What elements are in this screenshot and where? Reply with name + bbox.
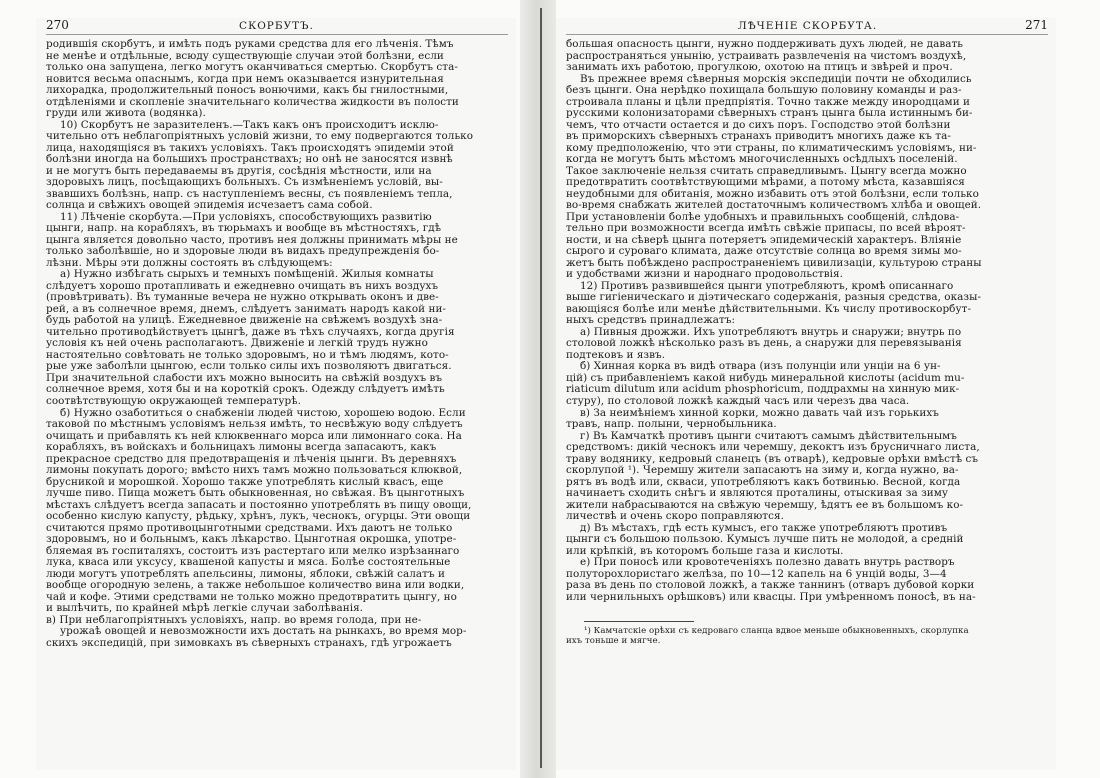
text-line: цынги съ большою пользою. Кумысъ лучше пить не молодой, а средній	[566, 534, 964, 546]
text-line: таковой по мѣстнымъ условіямъ нельзя имѣть, то несвѣжую воду слѣдуетъ	[46, 419, 463, 431]
text-line: слѣдуетъ хорошо протапливать и ежедневно очищать въ нихъ воздухъ	[46, 280, 439, 292]
text-line: солнечное время, хотя бы и на короткій срокъ. Одежду слѣдуетъ имѣть	[46, 384, 445, 396]
text-line: стуру), по столовой ложкѣ каждый часъ или черезъ два часа.	[566, 395, 910, 407]
text-line: соотвѣтствующую окружающей температурѣ.	[46, 395, 301, 407]
text-line: в) При неблагопріятныхъ условіяхъ, напр. во время голода, при не-	[46, 614, 422, 626]
text-line: вообще огородную зелень, а также небольшое количество вина или водки,	[46, 580, 465, 592]
text-line: riaticum dilutum или acidum phosphoricum, поддрахмы на хинную мик-	[566, 384, 960, 396]
text-line: настоятельно совѣтовать не только здоровымъ, но и тѣмъ людямъ, кото-	[46, 349, 449, 361]
text-line: болѣзни иногда на большихъ пространствахъ; но онѣ не заносятся извнѣ	[46, 154, 453, 166]
text-line: д) Въ мѣстахъ, гдѣ есть кумысъ, его также употребляютъ противъ	[580, 522, 948, 534]
text-line: ихъ тоньше и мягче.	[566, 636, 661, 647]
text-line: г) Въ Камчаткѣ противъ цынги считаютъ самымъ дѣйствительнымъ	[580, 430, 957, 442]
text-line: раза въ день по столовой ложкѣ, а также таннинъ (отваръ дубовой корки	[566, 580, 975, 592]
right-running-title: ЛѢЧЕНІЕ СКОРБУТА.	[737, 20, 878, 32]
text-line: или крѣпкій, въ которомъ больше газа и кислоты.	[566, 545, 844, 557]
text-line: траву водянику, кедровый сланецъ (въ отварѣ), кедровые орѣхи вмѣстѣ съ	[566, 453, 979, 465]
text-line: только заболѣвшіе, но и здоровые люди въ видахъ предупрежденія бо-	[46, 246, 440, 258]
text-line: мѣстахъ слѣдуетъ всегда запасать и постоянно употреблять въ пищу овощи,	[46, 499, 472, 511]
text-line: или чернильныхъ орѣшковъ) или квасцы. При умѣренномъ поносѣ, въ на-	[566, 591, 976, 603]
text-line: жители набрасываются на свѣжую черемшу, ѣдятъ ее въ большомъ ко-	[566, 499, 964, 511]
text-line: б) Хинная корка въ видѣ отвара (изъ полунціи или унціи на 6 ун-	[580, 361, 941, 373]
text-line: лица, находящіяся въ такихъ условіяхъ. Такъ происходятъ эпидеміи этой	[46, 142, 454, 154]
book-gutter	[520, 0, 556, 778]
text-line: неудобными для обитанія, можно избавить отъ этой болѣзни, если только	[566, 188, 979, 200]
text-line: условія къ ней очень располагаютъ. Движеніе и легкій трудъ нужно	[46, 338, 428, 350]
text-line: чительно противодѣйствуетъ цынгѣ, даже въ тѣхъ случаяхъ, когда другія	[46, 326, 455, 338]
text-line: скорлупой ¹). Черемшу жители запасаютъ на зиму и, когда нужно, ва-	[566, 465, 959, 477]
left-running-head	[46, 18, 508, 35]
left-page-number: 270	[46, 18, 69, 32]
text-line: При значительной слабости ихъ можно выносить на свѣжій воздухъ въ	[46, 372, 443, 384]
text-line: кому предположенію, что эти страны, по климатическимъ условіямъ, ни-	[566, 142, 977, 154]
text-line: лѣзни. Мѣры эти должны состоять въ слѣдующемъ:	[46, 257, 333, 269]
text-line: столовой ложкѣ нѣсколько разъ въ день, а снаружи для перевязыванія	[566, 338, 962, 350]
right-page-number: 271	[1025, 18, 1048, 32]
text-line: а) Пивныя дрожжи. Ихъ употребляютъ внутрь и снаружи; внутрь по	[580, 326, 962, 338]
text-line: чительно отъ неблагопріятныхъ условій жизни, то ему подвергаются только	[46, 131, 474, 143]
text-line: предотвратить соотвѣтствующими мѣрами, а потому мѣста, казавшіяся	[566, 177, 965, 189]
text-line: лучше пиво. Пища можетъ быть обыкновенная, но свѣжая. Въ цынготныхъ	[46, 488, 465, 500]
text-line: здоровымъ, но и больнымъ, какъ лѣкарство. Цынготная окрошка, употре-	[46, 534, 457, 546]
text-line: въ приморскихъ сѣверныхъ странахъ приводитъ многихъ даже къ та-	[566, 131, 951, 143]
text-line: особенно кислую капусту, рѣдьку, хрѣнъ, лукъ, чеснокъ, огурцы. Эти овощи	[46, 511, 471, 523]
text-line: большая опасность цынги, нужно поддерживать духъ людей, не давать	[566, 39, 964, 50]
text-line: 11) Лѣченіе скорбута.—При условіяхъ, способствующихъ развитію	[60, 211, 432, 223]
text-line: лука, кваса или уксусу, квашеной капусты и мяса. Болѣе состоятельные	[46, 557, 451, 569]
text-line: урожаѣ овощей и невозможности ихъ достать на рынкахъ, во время мор-	[60, 626, 467, 638]
text-line: чай и кофе. Этими средствами не только можно предотвратить цынгу, но	[46, 591, 457, 603]
text-line: прекрасное средство для предотвращенія и лѣченія цынги. Въ деревняхъ	[46, 453, 457, 465]
text-line: а) Нужно избѣгать сырыхъ и темныхъ помѣщеній. Жилыя комнаты	[60, 269, 434, 281]
text-line: цынга является довольно часто, противъ нея должны принимать мѣры не	[46, 234, 458, 246]
text-line: (провѣтривать). Въ туманные вечера не нужно открывать оконъ и две-	[46, 292, 439, 304]
text-line: При установленіи болѣе удобныхъ и правильныхъ сообщеній, слѣдова-	[566, 211, 960, 223]
text-line: подтековъ и язвъ.	[566, 349, 666, 361]
right-page-body	[566, 39, 1048, 603]
text-line: личествѣ и очень скоро поправляются.	[566, 511, 784, 523]
text-line: начинаетъ сходить снѣгъ и являются проталины, отыскивая за зиму	[566, 488, 949, 500]
right-page	[556, 18, 1056, 770]
text-line: сырого и суроваго климата, даже отсутствіе солнца во время зимы мо-	[566, 246, 962, 258]
text-line: строивала планы и цѣли предпріятія. Точно также между инородцами и	[566, 96, 970, 108]
text-line: только она запущена, легко могутъ оканчиваться смертью. Скорбутъ ста-	[46, 62, 458, 74]
left-page	[36, 18, 516, 770]
text-line: 12) Противъ развившейся цынги употребляютъ, кромѣ описаннаго	[580, 280, 954, 292]
text-line: когда не могутъ быть мѣстомъ многочисленныхъ осѣдлыхъ поселеній.	[566, 154, 958, 166]
text-line: чемъ, что отчасти остается и до сихъ поръ. Господство этой болѣзни	[566, 119, 951, 131]
text-line: жетъ быть побѣждено распространеніемъ цивилизаціи, культурою страны	[566, 257, 982, 269]
left-running-title: СКОРБУТЪ.	[239, 20, 314, 32]
text-line: Такое заключеніе нельзя считать справедливымъ. Цынгу всегда можно	[566, 165, 967, 177]
text-line: не менѣе и отдѣльные, всюду существующіе случаи этой болѣзни, если	[46, 50, 444, 62]
text-line: здоровыхъ лицъ, посѣщающихъ больныхъ. Съ измѣненіемъ условій, вы-	[46, 177, 443, 189]
text-line: средствомъ: дикій чеснокъ или черемшу, декоктъ изъ брусничнаго листа,	[566, 442, 980, 454]
text-line: родившія скорбутъ, и имѣть подъ руками средства для его лѣченія. Тѣмъ	[46, 39, 454, 50]
text-line: рятъ въ водѣ или, скваси, употребляютъ какъ ботвинью. Весной, когда	[566, 476, 961, 488]
text-line: Въ прежнее время сѣверныя морскія экспедиціи почти не обходились	[580, 73, 972, 85]
text-line: новится весьма опаснымъ, когда при немъ оказывается изнурительная	[46, 73, 444, 85]
text-line: цій) съ прибавленіемъ какой нибудь минеральной кислоты (acidum mu-	[566, 372, 965, 384]
text-line: груди или живота (водянка).	[46, 108, 206, 120]
text-line: скихъ экспедицій, при зимовкахъ въ сѣверныхъ странахъ, гдѣ угрожаетъ	[46, 637, 452, 649]
text-line: цынги, напр. на корабляхъ, въ тюрьмахъ и вообще въ мѣстностяхъ, гдѣ	[46, 223, 442, 235]
text-line: брусникой и морошкой. Хорошо также употреблять кислый квасъ, еще	[46, 476, 444, 488]
text-line: и не могутъ быть передаваемы въ другія, сосѣднія мѣстности, или на	[46, 165, 432, 177]
text-line: рей, а въ солнечное время, днемъ, слѣдуетъ занимать народъ какой ни-	[46, 303, 446, 315]
text-line: очищать и прибавлять къ ней клюквеннаго морса или лимоннаго сока. На	[46, 430, 462, 442]
text-line: полуторохлористаго желѣза, по 10—12 капель на 6 унцій воды, 3—4	[566, 568, 947, 580]
footnote-rule	[584, 621, 694, 622]
text-line: будь работой на улицѣ. Ежедневное движеніе на свѣжемъ воздухѣ зна-	[46, 315, 443, 327]
text-line: выше гигіеническаго и діэтическаго содержанія, разныя средства, оказы-	[566, 292, 981, 304]
text-line: 10) Скорбутъ не заразителенъ.—Такъ какъ онъ происходитъ исклю-	[60, 119, 439, 131]
text-line: в) За неимѣніемъ хинной корки, можно давать чай изъ горькихъ	[580, 407, 939, 419]
text-line: русскими колонизаторами сѣверныхъ странъ цынга была истиннымъ би-	[566, 108, 973, 120]
text-line: распространяться унынію, устраивать развлеченія на чистомъ воздухѣ,	[566, 50, 967, 62]
text-line: вающіяся болѣе или менѣе дѣйствительными. Къ числу противоскорбут-	[566, 303, 972, 315]
text-line: и удобствами жизни и народнаго продовольствія.	[566, 269, 844, 281]
text-line: корабляхъ, въ войскахъ и больницахъ лимоны всегда запасаютъ, какъ	[46, 442, 437, 454]
footnote	[566, 626, 1048, 646]
text-line: е) При поносѣ или кровотеченіяхъ полезно давать внутрь растворъ	[580, 557, 955, 569]
text-line: занимать ихъ работою, прогулкою, охотою на птицъ и звѣрей и проч.	[566, 62, 953, 74]
text-line: люди могутъ употреблять апельсины, лимоны, яблоки, свѣжій салатъ и	[46, 568, 445, 580]
text-line: б) Нужно озаботиться о снабженіи людей чистою, хорошею водою. Если	[60, 407, 466, 419]
text-line: считаются прямо противоцынготными средствами. Ихъ даютъ не только	[46, 522, 453, 534]
text-line: бляемая въ госпиталяхъ, состоитъ изъ растертаго или мелко изрѣзаннаго	[46, 545, 460, 557]
text-line: во-время снабжать жителей достаточнымъ количествомъ хлѣба и овощей.	[566, 200, 982, 212]
text-line: рые уже заболѣли цынгою, если только силы ихъ позволяютъ двигаться.	[46, 361, 452, 373]
left-page-body	[46, 39, 508, 649]
gutter-shadow-line	[540, 8, 542, 768]
text-line: отдѣленіями и скопленіе значительнаго количества жидкости въ полости	[46, 96, 459, 108]
right-running-head	[566, 18, 1048, 35]
text-line: ¹) Камчатскіе орѣхи съ кедроваго сланца вдвое меньше обыкновенныхъ, скорлупка	[584, 626, 969, 637]
text-line: безъ цынги. Она нерѣдко похищала большую половину команды и раз-	[566, 85, 962, 97]
text-line: ности, и на сѣверѣ цынга потеряетъ эпидемическій характеръ. Вліяніе	[566, 234, 962, 246]
text-line: солнца и свѣжихъ овощей эпидемія исчезаетъ сама собой.	[46, 200, 373, 212]
text-line: тельно при возможности всегда имѣть свѣжіе припасы, по всей вѣроят-	[566, 223, 966, 235]
text-line: ныхъ средствъ принадлежатъ:	[566, 315, 736, 327]
text-line: лимоны покупать дорого; вмѣсто нихъ тамъ можно пользоваться клюквой,	[46, 465, 463, 477]
text-line: и вылѣчить, по крайней мѣрѣ легкіе случаи заболѣванія.	[46, 603, 364, 615]
text-line: лихорадка, продолжительный поносъ вонючими, какъ бы гнилостными,	[46, 85, 449, 97]
text-line: травъ, напр. полыни, чернобыльника.	[566, 419, 777, 431]
text-line: звавшихъ болѣзнь, напр. съ наступленіемъ весны, съ появленіемъ тепла,	[46, 188, 453, 200]
